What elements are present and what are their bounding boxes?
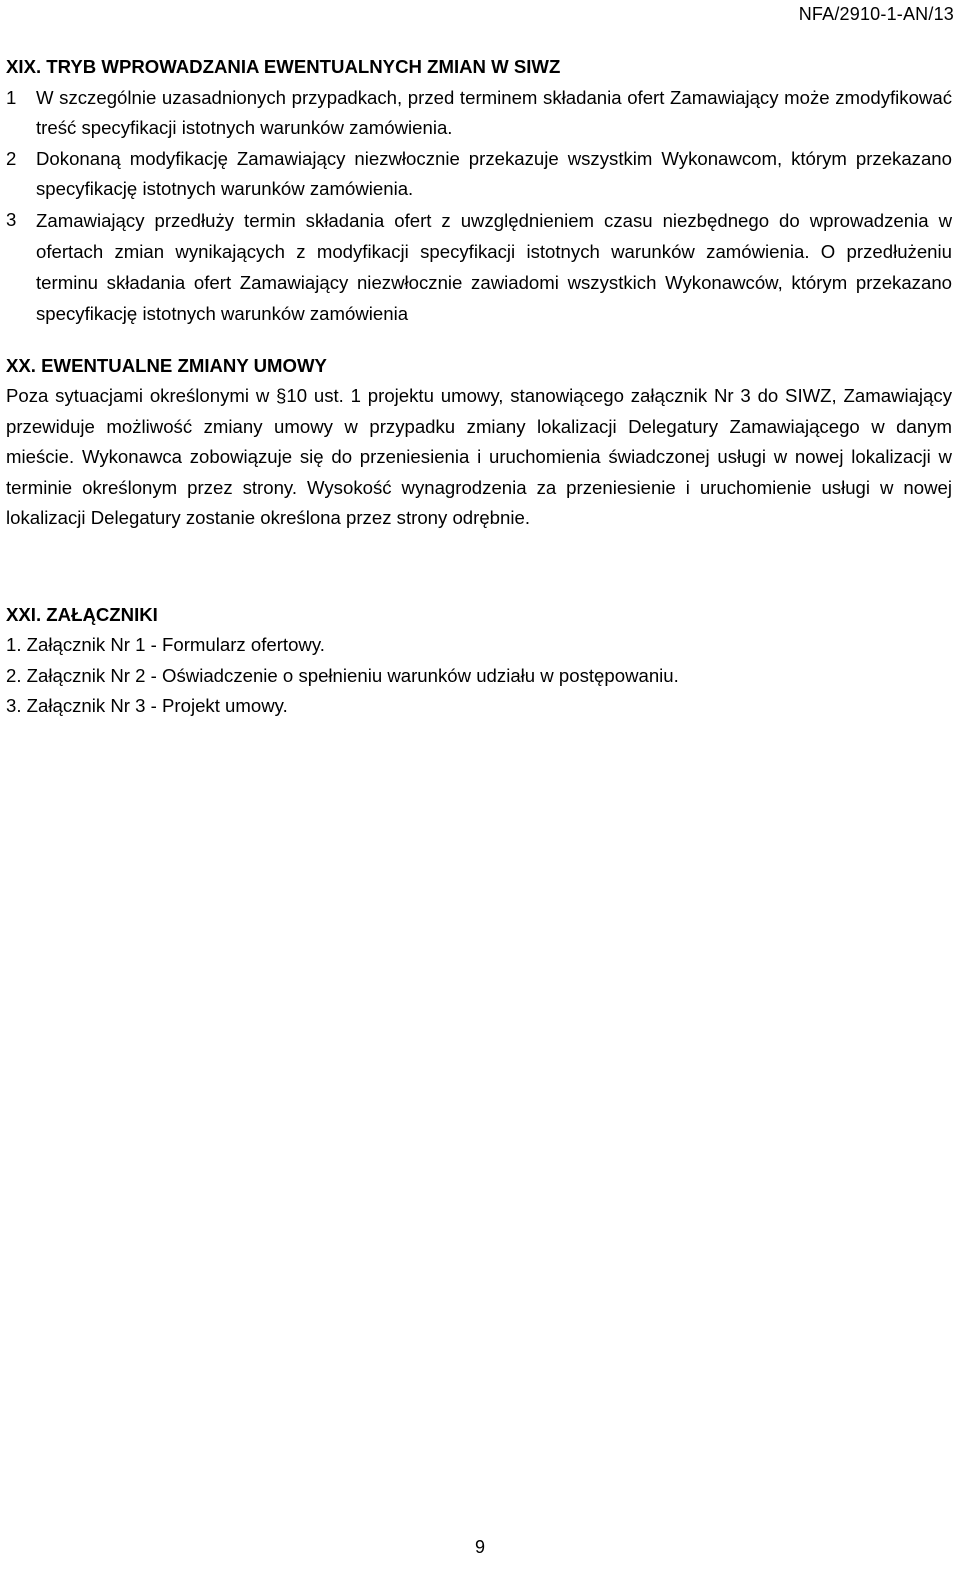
item-text: Zamawiający przedłuży termin składania ofert z uwzględnieniem czasu niezbędnego do wprowadzenia w ofertach zmian wynikających z modyfikacji specyfikacji istotnych warunków zamówienia. O przedłużeniu terminu składania ofert Zamawiający niezwłocznie zawiadomi wszystkich Wykonawców, którym przekazano specyfikację istotnych warunków zamówienia bbox=[36, 209, 952, 324]
section-xix-item-2 bbox=[6, 144, 952, 205]
section-xix-item-3 bbox=[6, 205, 952, 329]
item-number: 3 bbox=[6, 208, 17, 230]
attachment-item-2: 2. Załącznik Nr 2 - Oświadczenie o spełnieniu warunków udziału w postępowaniu. bbox=[6, 664, 679, 686]
attachment-item-1: 1. Załącznik Nr 1 - Formularz ofertowy. bbox=[6, 634, 325, 655]
section-xxi-heading: XXI. ZAŁĄCZNIKI bbox=[6, 603, 158, 625]
section-xix-item-1 bbox=[6, 83, 952, 144]
page-number: 9 bbox=[474, 1537, 485, 1557]
attachment-item-3: 3. Załącznik Nr 3 - Projekt umowy. bbox=[6, 695, 288, 716]
item-number: 1 bbox=[6, 86, 17, 108]
document-body bbox=[6, 52, 952, 722]
document-reference: NFA/2910-1-AN/13 bbox=[798, 4, 954, 24]
section-xx-paragraph bbox=[6, 381, 952, 534]
item-number: 2 bbox=[6, 147, 17, 169]
paragraph-rest: 10 ust. 1 projektu umowy, stanowiącego załącznik Nr 3 do SIWZ, Zamawiający przewiduje możliwość zmiany umowy w przypadku zmiany lokalizacji Delegatury Zamawiającego w danym mieście. Wykonawca zobowiązuje się do przeniesienia i uruchomienia świadczonej usługi w nowej lokalizacji w terminie określonym przez strony. Wysokość wynagrodzenia za przeniesienie i uruchomienie usługi w nowej lokalizacji Delegatury zostanie określona przez strony odrębnie. bbox=[6, 385, 952, 528]
section-xix-heading: XIX. TRYB WPROWADZANIA EWENTUALNYCH ZMIAN W SIWZ bbox=[6, 56, 561, 77]
item-text: W szczególnie uzasadnionych przypadkach, przed terminem składania ofert Zamawiający może zmodyfikować treść specyfikacji istotnych warunków zamówienia. bbox=[36, 86, 952, 138]
section-xx-heading: XX. EWENTUALNE ZMIANY UMOWY bbox=[6, 354, 327, 376]
section-sign: § bbox=[276, 385, 287, 406]
item-text: Dokonaną modyfikację Zamawiający niezwłocznie przekazuje wszystkim Wykonawcom, którym przekazano specyfikację istotnych warunków zamówienia. bbox=[36, 147, 952, 199]
paragraph-start: Poza sytuacjami określonymi w bbox=[6, 385, 277, 406]
